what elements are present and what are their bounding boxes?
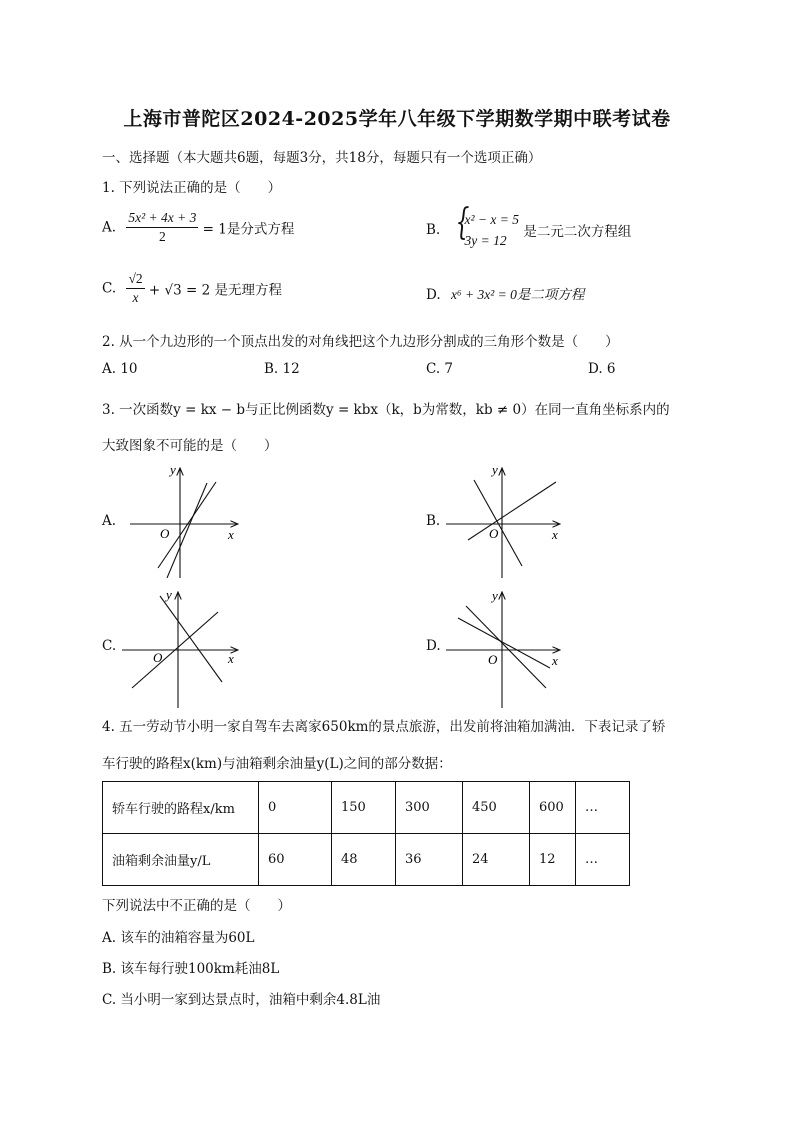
graph-b-label: B. — [426, 513, 441, 529]
question-1-stem: 1. 下列说法正确的是（ ） — [102, 180, 282, 196]
table-cell: 48 — [332, 834, 396, 886]
graph-a-label: A. — [102, 513, 117, 529]
option-b-tail: 是二元二次方程组 — [523, 224, 632, 240]
table-cell: 24 — [463, 834, 530, 886]
option-a-fraction — [126, 209, 198, 246]
table-row — [103, 834, 630, 886]
graph-c-x-label: x — [228, 651, 234, 666]
option-c-tail: + √3 = 2 是无理方程 — [148, 282, 282, 299]
option-c-fraction — [126, 270, 144, 307]
graph-a — [118, 458, 248, 578]
table-cell: 油箱剩余油量y/L — [103, 834, 259, 886]
option-c-denominator: x — [132, 290, 139, 305]
table-cell: 0 — [259, 782, 332, 834]
question-2-stem: 2. 从一个九边形的一个顶点出发的对角线把这个九边形分割成的三角形个数是（ ） — [102, 334, 619, 350]
graph-b-y-label: y — [492, 462, 498, 477]
graph-a-x-label: x — [228, 527, 234, 542]
table-cell: 60 — [259, 834, 332, 886]
option-a-tail: = 1是分式方程 — [202, 221, 295, 238]
option-b-label: B. — [426, 222, 441, 238]
table-cell: 轿车行驶的路程x/km — [103, 782, 259, 834]
graph-c-y-label: y — [166, 587, 172, 602]
brace-icon: { — [455, 202, 469, 243]
question-3-line2: 大致图象不可能的是（ ） — [102, 438, 278, 454]
graph-d — [442, 584, 572, 708]
option-a-label: A. — [102, 219, 117, 236]
question-2-option-a: A. 10 — [102, 361, 138, 377]
option-d-text: x⁶ + 3x² = 0是二项方程 — [450, 287, 585, 302]
option-b-row1: x² − x = 5 — [464, 212, 520, 227]
question-3-line1: 3. 一次函数y = kx − b与正比例函数y = kbx（k，b为常数，kb ≠ 0）在同一直角坐标系内的 — [102, 402, 670, 418]
option-a-denominator: 2 — [158, 229, 166, 244]
graph-b-line-1 — [468, 482, 556, 540]
table-cell: 300 — [396, 782, 463, 834]
graph-b-line-2 — [474, 480, 522, 566]
graph-c-origin: O — [153, 650, 163, 665]
question-4-option-a: A. 该车的油箱容量为60L — [102, 930, 255, 946]
table-cell: 36 — [396, 834, 463, 886]
question-4-line2: 车行驶的路程x(km)与油箱剩余油量y(L)之间的部分数据： — [102, 756, 452, 772]
question-1-option-b — [426, 202, 632, 251]
option-b-row2: 3y = 12 — [464, 233, 507, 248]
page-title: 上海市普陀区2024-2025学年八年级下学期数学期中联考试卷 — [123, 108, 671, 130]
graph-c — [118, 584, 248, 708]
graph-a-y-label: y — [170, 462, 176, 477]
table-cell: 12 — [530, 834, 576, 886]
table-cell: … — [576, 834, 630, 886]
question-1-option-d — [426, 283, 584, 303]
graph-d-line-1 — [458, 618, 550, 668]
section-heading: 一、选择题（本大题共6题，每题3分，共18分，每题只有一个选项正确） — [102, 150, 542, 166]
table-row — [103, 782, 630, 834]
table-cell: 150 — [332, 782, 396, 834]
question-2-option-d: D. 6 — [588, 361, 616, 377]
table-cell: … — [576, 782, 630, 834]
option-b-system — [451, 202, 520, 251]
graph-b — [442, 458, 572, 578]
graph-b-x-label: x — [552, 527, 558, 542]
question-4-prompt: 下列说法中不正确的是（ ） — [102, 898, 291, 914]
question-1-option-c — [102, 270, 282, 307]
graph-a-line-2 — [167, 483, 207, 578]
question-4-option-c: C. 当小明一家到达景点时，油箱中剩余4.8L油 — [102, 992, 381, 1008]
question-4-option-b: B. 该车每行驶100km耗油8L — [102, 961, 280, 977]
graph-c-label: C. — [102, 638, 117, 654]
graph-d-line-2 — [466, 606, 546, 688]
option-d-label: D. — [426, 287, 441, 303]
graph-d-origin: O — [488, 652, 498, 667]
question-4-line1: 4. 五一劳动节小明一家自驾车去离家650km的景点旅游，出发前将油箱加满油．下表记录了轿 — [102, 719, 666, 735]
table-cell: 450 — [463, 782, 530, 834]
option-c-numerator: √2 — [126, 270, 144, 289]
table-cell: 600 — [530, 782, 576, 834]
question-1-option-a — [102, 209, 294, 246]
graph-d-y-label: y — [492, 588, 498, 603]
option-a-numerator: 5x² + 4x + 3 — [126, 209, 198, 228]
graph-d-x-label: x — [552, 653, 558, 668]
question-2-option-b: B. 12 — [264, 361, 300, 377]
option-c-label: C. — [102, 280, 117, 297]
graph-b-origin: O — [489, 526, 499, 541]
data-table — [102, 781, 630, 886]
graph-c-line-2 — [160, 596, 222, 682]
question-2-option-c: C. 7 — [426, 361, 454, 377]
graph-d-label: D. — [426, 638, 441, 654]
graph-a-line-1 — [158, 482, 216, 568]
graph-a-origin: O — [160, 526, 170, 541]
